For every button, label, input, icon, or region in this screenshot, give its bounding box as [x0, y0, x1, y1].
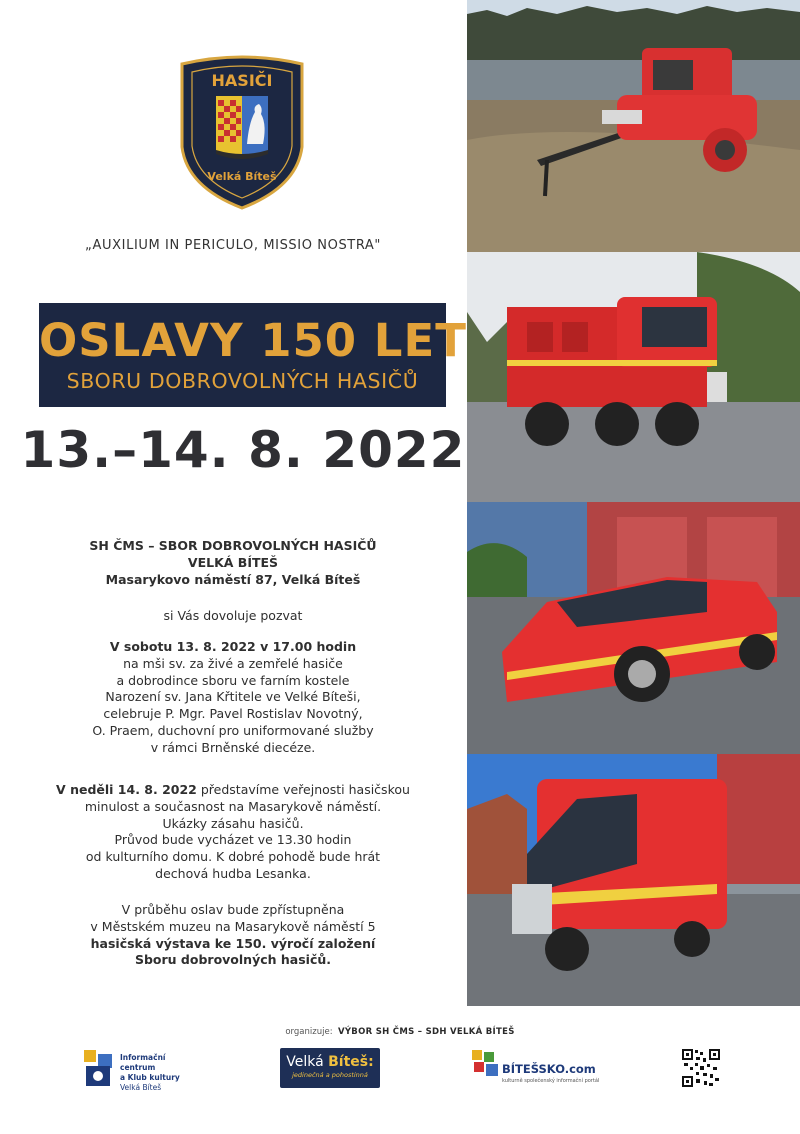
- sunday-line: Průvod bude vycházet ve 13.30 hodin: [114, 832, 352, 848]
- organizes-line: [0, 1027, 800, 1037]
- vb-title-a: Velká: [286, 1054, 329, 1070]
- motto: „AUXILIUM IN PERICULO, MISSIO NOSTRA": [84, 238, 382, 253]
- saturday-block: [0, 639, 466, 757]
- banner-title: OSLAVY 150 LET: [39, 314, 467, 367]
- sunday-line: Ukázky zásahu hasičů.: [162, 815, 304, 831]
- saturday-line: na mši sv. za živé a zemřelé hasiče: [123, 655, 343, 671]
- info-centre-logo: [82, 1048, 202, 1096]
- sunday-line: dechová hudba Lesanka.: [155, 865, 311, 881]
- title-banner: [39, 303, 467, 407]
- organizes-label: organizuje:: [285, 1027, 333, 1037]
- saturday-line: O. Praem, duchovní pro uniformované služby: [92, 722, 374, 738]
- organizer-line1: SH ČMS – SBOR DOBROVOLNÝCH HASIČŮ: [89, 538, 377, 553]
- info-centre-text: [120, 1053, 202, 1093]
- sunday-line: od kulturního domu. K dobré pohodě bude hrát: [85, 849, 381, 865]
- vb-title-b: Bíteš:: [328, 1054, 374, 1070]
- sunday-first-line: [0, 782, 466, 799]
- sunday-line: minulost a současnost na Masarykově náměstí.: [84, 798, 382, 814]
- photo-fire-van: [467, 754, 800, 1006]
- organizer-line2: VELKÁ BÍTEŠ: [187, 555, 279, 570]
- sunday-block: [0, 782, 466, 883]
- vb-title: [280, 1054, 380, 1070]
- photo-vintage-pump: [467, 0, 800, 252]
- event-date: 13.–14. 8. 2022: [20, 421, 466, 479]
- saturday-line: Narození sv. Jana Křtitele ve Velké Bíteši,: [105, 689, 361, 705]
- photo-fire-truck: [467, 252, 800, 502]
- invite-text: [0, 608, 466, 625]
- invite-line: si Vás dovoluje pozvat: [163, 608, 303, 623]
- organizes-name: VÝBOR SH ČMS – SDH VELKÁ BÍTEŠ: [337, 1027, 515, 1037]
- bitessko-logo: [470, 1048, 600, 1092]
- ic-line1: Informační centrum: [120, 1053, 166, 1072]
- shield-top-text: HASIČI: [211, 71, 273, 90]
- organizer-block: [0, 537, 466, 588]
- fire-brigade-shield-logo: [177, 52, 307, 210]
- exhibition-line2: v Městském muzeu na Masarykově náměstí 5: [90, 918, 376, 934]
- shield-bottom-text: Velká Bíteš: [207, 170, 277, 183]
- velka-bites-logo: [280, 1048, 380, 1088]
- bitessko-icon: [470, 1048, 500, 1082]
- info-centre-icon: [82, 1048, 116, 1088]
- saturday-heading: V sobotu 13. 8. 2022 v 17.00 hodin: [109, 639, 357, 654]
- banner-subtitle: SBORU DOBROVOLNÝCH HASIČŮ: [66, 369, 419, 393]
- vb-slogan: jedinečná a pohostinná: [292, 1071, 368, 1079]
- organizer-address: Masarykovo náměstí 87, Velká Bíteš: [105, 572, 361, 587]
- saturday-line: celebruje P. Mgr. Pavel Rostislav Novotný,: [103, 706, 363, 722]
- bs-title: BÍTEŠSKO.com: [502, 1062, 596, 1076]
- photo-fire-suv: [467, 502, 800, 754]
- qr-code-icon[interactable]: [681, 1048, 721, 1088]
- ic-line2: a Klub kultury: [120, 1073, 180, 1082]
- ic-line3: Velká Bíteš: [120, 1083, 162, 1092]
- exhibition-block: [0, 902, 466, 969]
- exhibition-line4: Sboru dobrovolných hasičů.: [134, 952, 332, 968]
- sunday-first-rest: představíme veřejnosti hasičskou: [196, 782, 410, 797]
- saturday-line: v rámci Brněnské diecéze.: [150, 739, 316, 755]
- sunday-heading: V neděli 14. 8. 2022: [56, 782, 197, 797]
- exhibition-line3: hasičská výstava ke 150. výročí založení: [90, 935, 376, 951]
- exhibition-line1: V průběhu oslav bude zpřístupněna: [121, 902, 345, 917]
- bs-subtitle: kulturně společenský informační portál: [502, 1078, 600, 1084]
- saturday-line: a dobrodince sboru ve farním kostele: [116, 672, 350, 688]
